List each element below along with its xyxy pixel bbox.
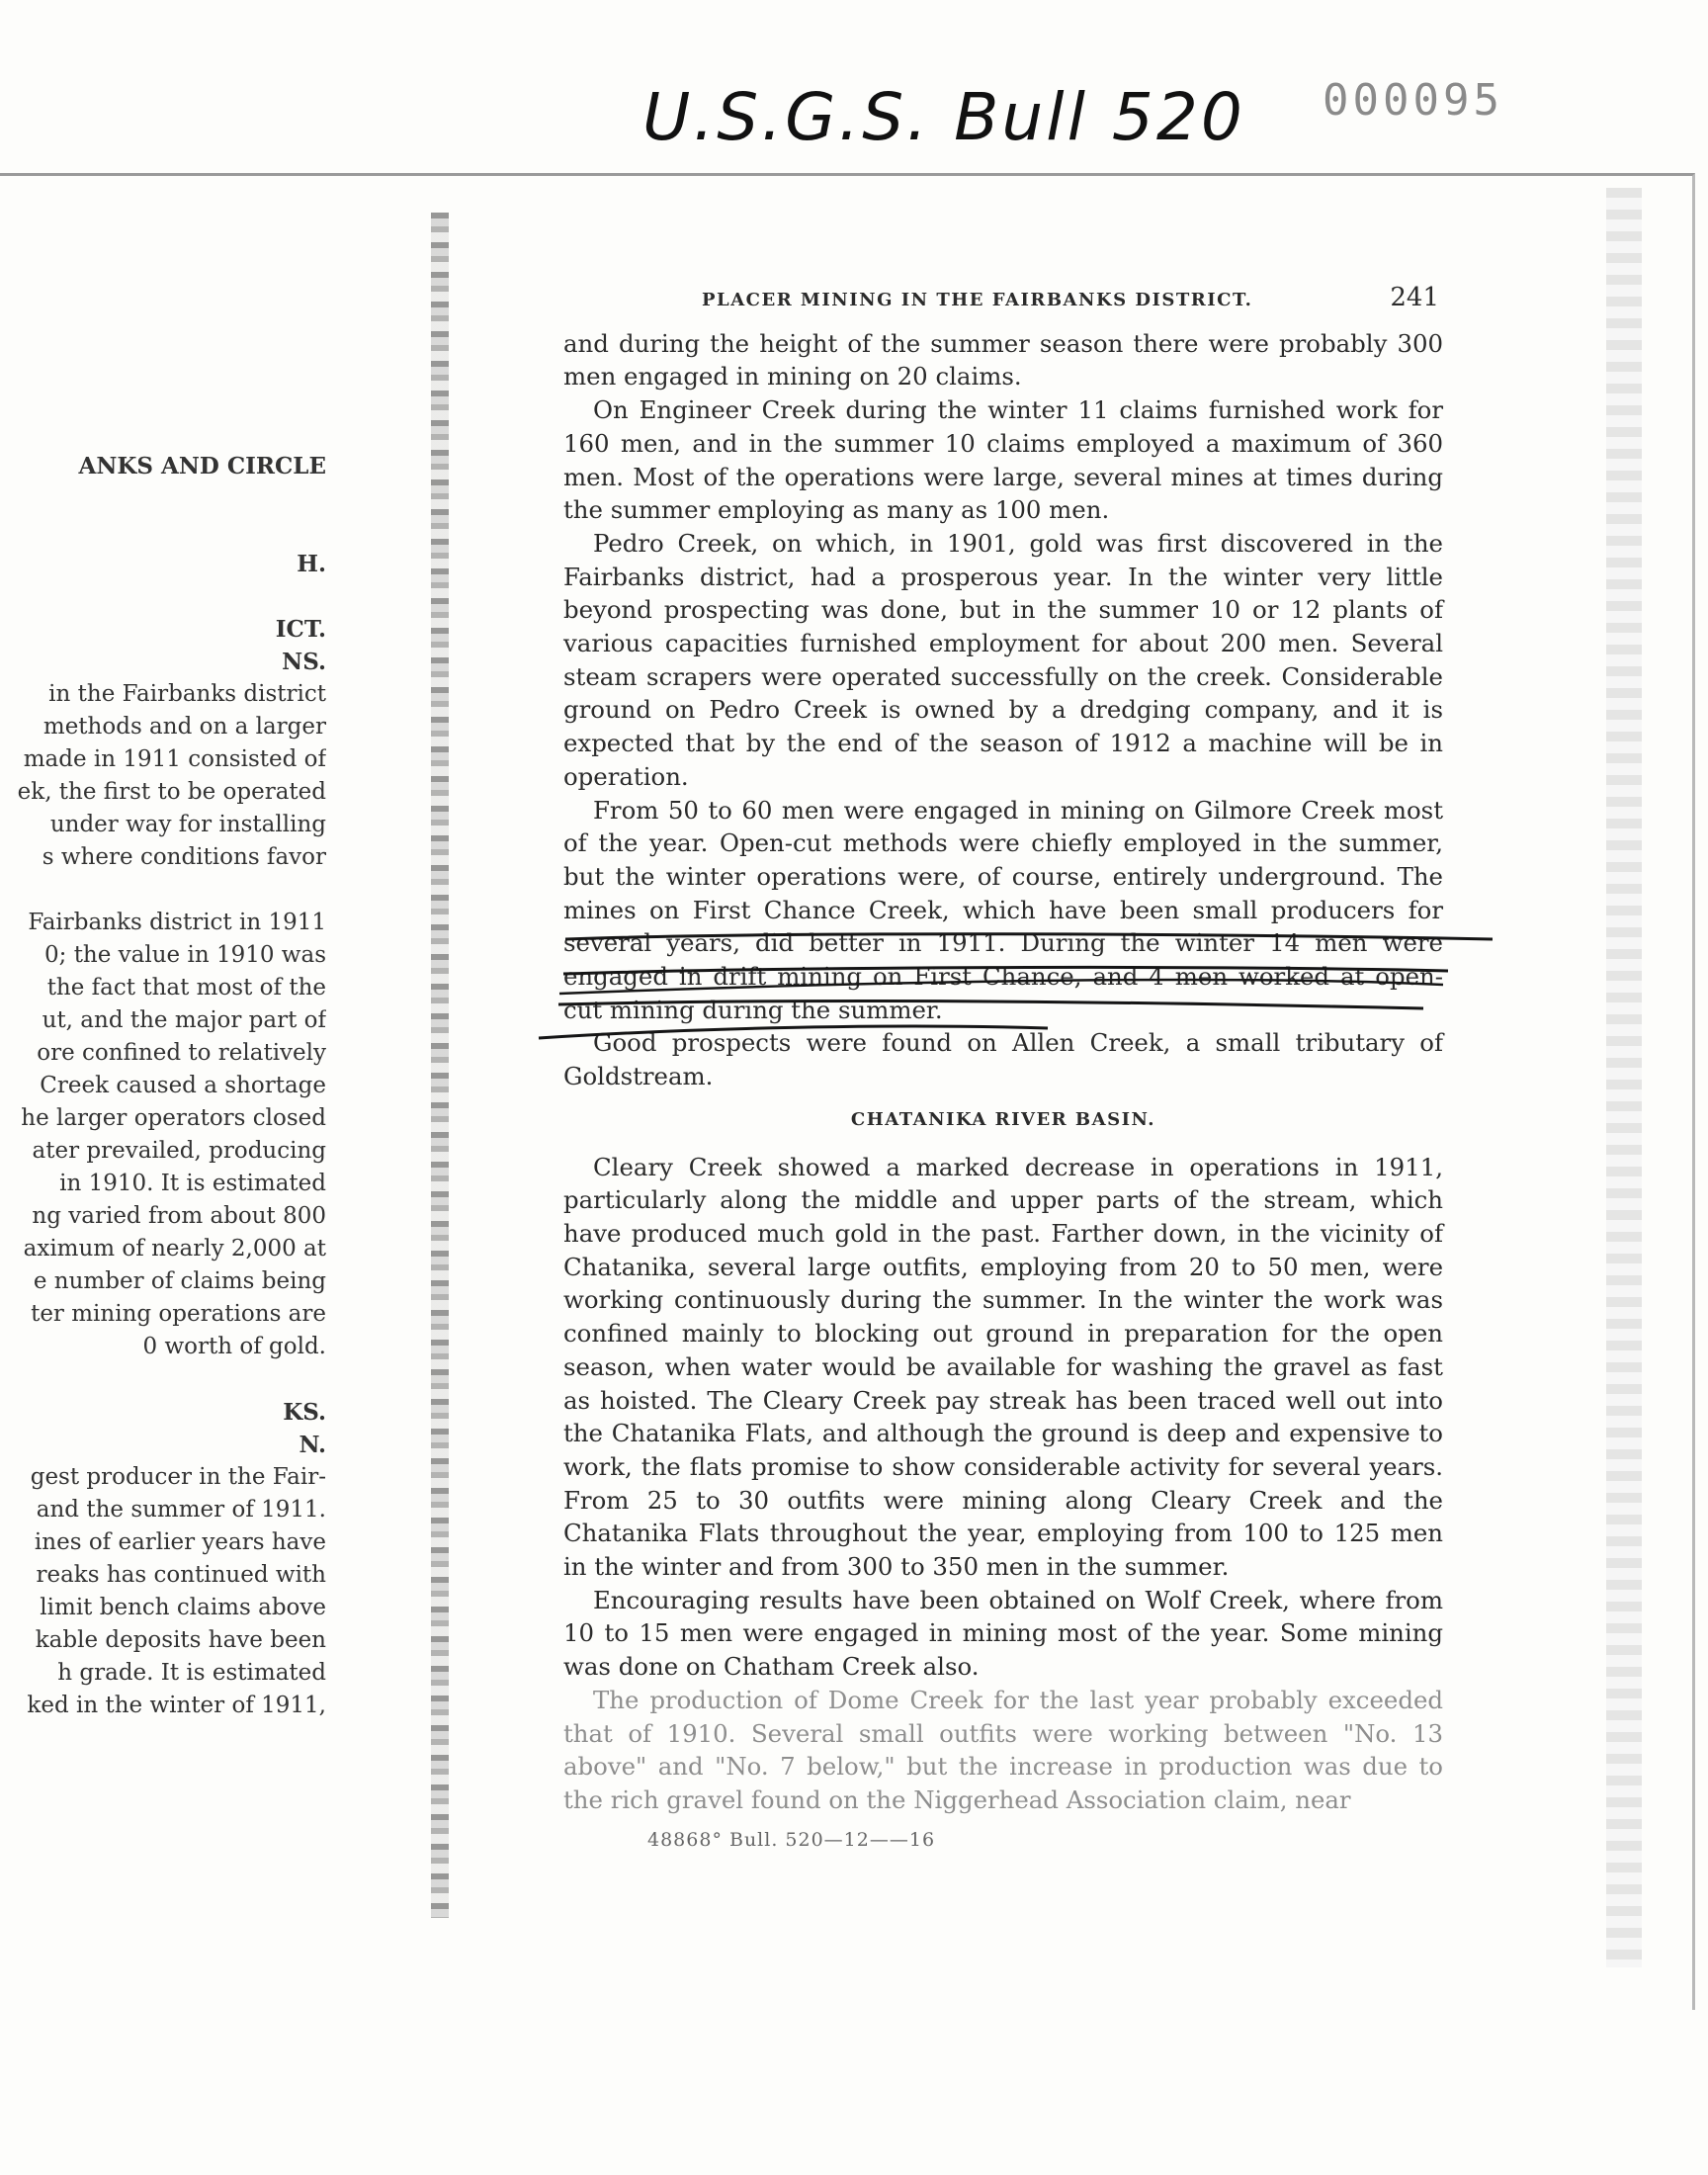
paragraph: On Engineer Creek during the winter 11 claims furnished work for 160 men, and in the summer 10 claims employed a maximum of 360 men. Most of the operations were large, several mines at times during the summer employing as many as 100 men. xyxy=(563,395,1443,525)
paragraph: The production of Dome Creek for the last year probably exceeded that of 1910. Several small outfits were working between "No. 13 above" and "No. 7 below," but the increase in production was due to the rich gravel found on the Niggerhead Association claim, near xyxy=(563,1685,1443,1814)
left-page-line: Creek caused a shortage xyxy=(40,1073,326,1098)
left-page-line: ICT. xyxy=(275,616,326,643)
left-page-line xyxy=(0,580,326,613)
left-page-line: ater prevailed, producing xyxy=(32,1138,326,1164)
left-page-line xyxy=(0,482,326,515)
left-page-line: ore confined to relatively xyxy=(37,1040,326,1066)
left-page-line: ng varied from about 800 xyxy=(32,1203,326,1229)
left-page-line: limit bench claims above xyxy=(40,1595,326,1620)
paragraph: From 50 to 60 men were engaged in mining on Gilmore Creek most of the year. Open-cut methods were chiefly employed in the summer, but the winter operations were, of course, entirely underground. The mines on First Chance Creek, which have been small producers for several years, did better in 1911. During the winter 14 men were engaged in drift mining on First Chance, and 4 men worked at open-cut mining during the summer. xyxy=(563,795,1443,1024)
left-page-line: ut, and the major part of xyxy=(42,1007,326,1033)
handwritten-annotation: U.S.G.S. Bull 520 xyxy=(642,79,1245,155)
running-head xyxy=(563,282,1443,317)
left-page-line: aximum of nearly 2,000 at xyxy=(23,1236,326,1262)
left-page-line: under way for installing xyxy=(49,812,326,837)
printer-signature: 48868° Bull. 520—12——16 xyxy=(647,1829,936,1851)
page-number: 241 xyxy=(1390,283,1439,312)
left-page-line xyxy=(0,515,326,548)
left-page-line: KS. xyxy=(283,1399,326,1426)
left-page-line: H. xyxy=(297,551,326,577)
section-heading: CHATANIKA RIVER BASIN. xyxy=(850,1108,1156,1130)
paragraph: Good prospects were found on Allen Creek, a small tributary of Goldstream. xyxy=(563,1028,1443,1091)
left-page-line: gest producer in the Fair- xyxy=(30,1464,326,1490)
left-page-line: the fact that most of the xyxy=(46,975,326,1000)
running-title: PLACER MINING IN THE FAIRBANKS DISTRICT. xyxy=(702,290,1253,310)
left-page-line: kable deposits have been xyxy=(35,1627,326,1653)
left-page-line: 0 worth of gold. xyxy=(142,1334,326,1359)
left-page-line: 0; the value in 1910 was xyxy=(44,942,326,968)
left-page-line: s where conditions favor xyxy=(42,844,326,870)
left-page-line: ter mining operations are xyxy=(31,1301,326,1327)
left-page-line: ked in the winter of 1911, xyxy=(27,1693,326,1718)
left-page-line: e number of claims being xyxy=(33,1268,326,1294)
document-number-stamp: 000095 xyxy=(1323,75,1503,126)
left-page-line: in 1910. It is estimated xyxy=(59,1171,326,1196)
right-page xyxy=(563,282,1443,1817)
left-page-line: NS. xyxy=(282,649,326,675)
left-page-line xyxy=(0,874,326,907)
left-page-line: in the Fairbanks district xyxy=(48,681,326,707)
left-page-line: reaks has continued with xyxy=(36,1562,326,1588)
left-page-line: he larger operators closed xyxy=(21,1105,326,1131)
paragraph: and during the height of the summer season there were probably 300 men engaged in mining on 20 claims. xyxy=(563,328,1443,392)
page-edge-shadow xyxy=(1606,188,1642,1967)
left-page-line: methods and on a larger xyxy=(43,714,326,740)
paragraph: Cleary Creek showed a marked decrease in operations in 1911, particularly along the middle and upper parts of the stream, which have produced much gold in the past. Farther down, in the vicinity of Chatanika, several large outfits, employing from 20 to 50 men, were working continuously during the summer. In the winter the work was confined mainly to blocking out ground in preparation for the open season, when water would be available for washing the gravel as fast as hoisted. The Cleary Creek pay streak has been traced well out into the Chatanika Flats, and although the ground is deep and expensive to work, the flats promise to show considerable activity for several years. From 25 to 30 outfits were mining along Cleary Creek and the Chatanika Flats throughout the year, employing from 100 to 125 men in the winter and from 300 to 350 men in the summer. xyxy=(563,1152,1443,1582)
left-page-line: h grade. It is estimated xyxy=(57,1660,326,1686)
left-page-line: and the summer of 1911. xyxy=(36,1497,326,1522)
paragraph: Encouraging results have been obtained on Wolf Creek, where from 10 to 15 men were engaged in mining most of the year. Some mining was done on Chatham Creek also. xyxy=(563,1585,1443,1682)
left-page-line: ANKS AND CIRCLE xyxy=(78,453,326,479)
left-page-line: made in 1911 consisted of xyxy=(23,746,326,772)
left-page-line: N. xyxy=(299,1432,326,1458)
book-spine-shadow xyxy=(431,213,449,1918)
paragraph: Pedro Creek, on which, in 1901, gold was first discovered in the Fairbanks district, had a prosperous year. In the winter very little beyond prospecting was done, but in the summer 10 or 12 plants of various capacities furnished employment for about 200 men. Several steam scrapers were operated successfully on the creek. Considerable ground on Pedro Creek is owned by a dredging company, and it is expected that by the end of the season of 1912 a machine will be in operation. xyxy=(563,528,1443,791)
left-page-fragment xyxy=(0,450,326,1722)
left-page-line: Fairbanks district in 1911 xyxy=(28,910,326,935)
left-page-line: ines of earlier years have xyxy=(34,1529,326,1555)
left-page-line xyxy=(0,1363,326,1396)
left-page-line: ek, the first to be operated xyxy=(17,779,326,805)
